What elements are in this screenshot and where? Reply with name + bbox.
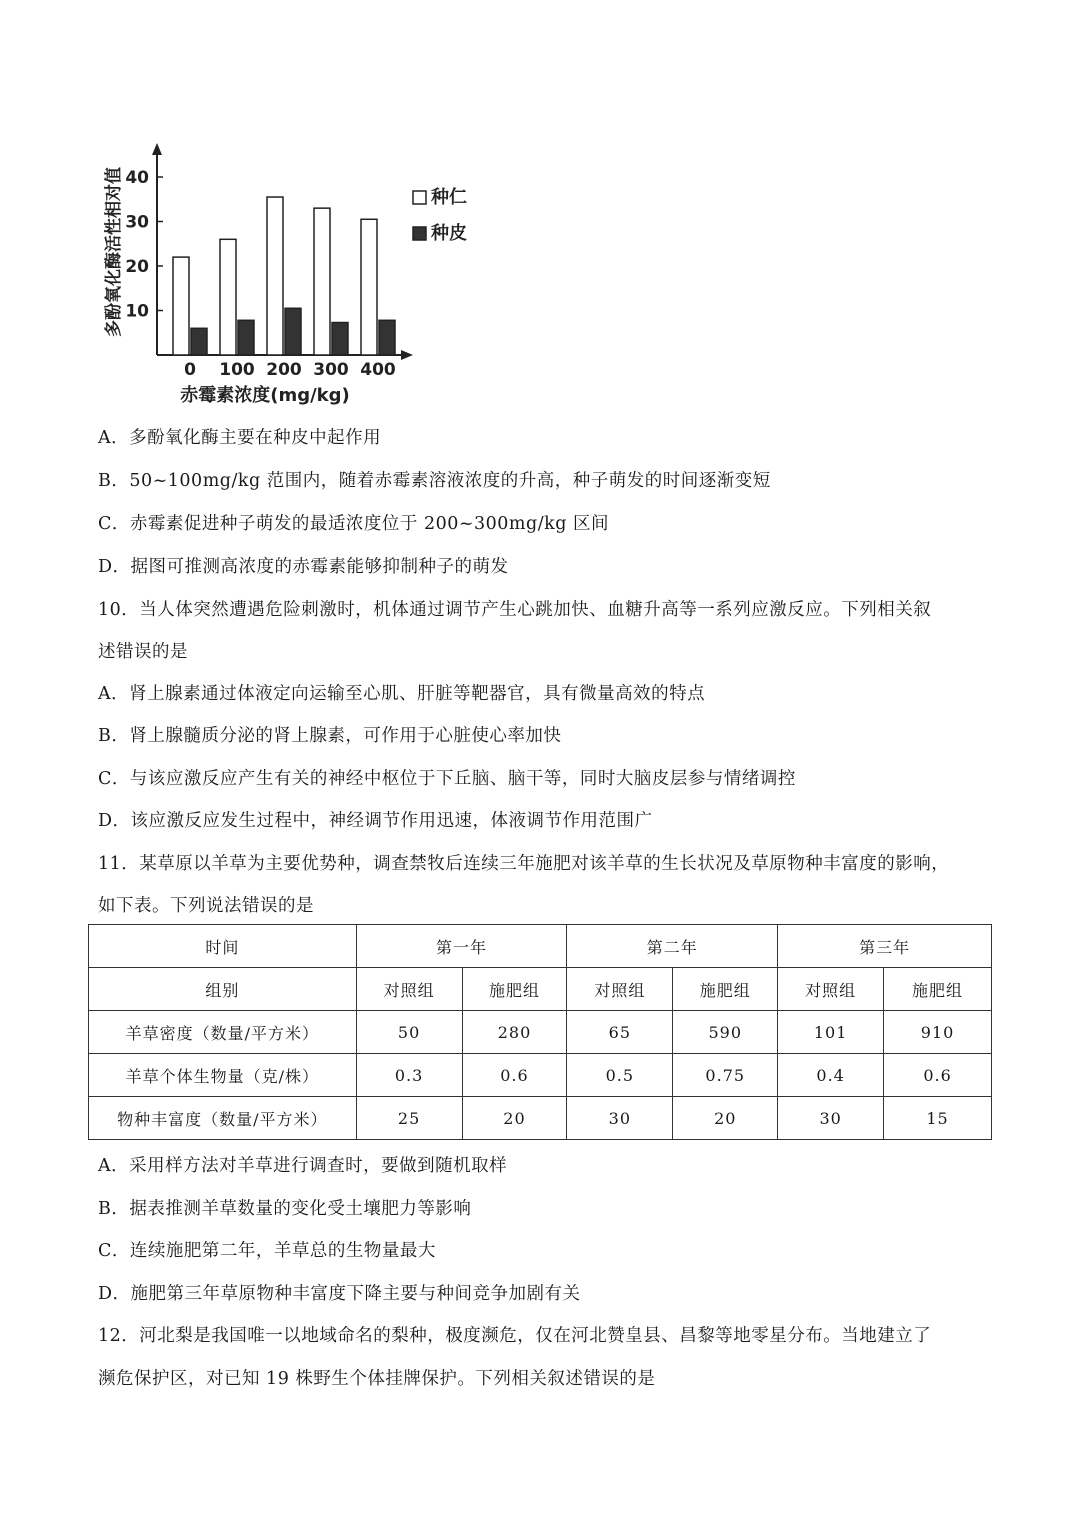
- x-tick-label: 300: [313, 360, 349, 380]
- table-cell: 0.4: [778, 1054, 884, 1097]
- table-cell: 0.6: [462, 1054, 567, 1097]
- table-header-group-cell: 对照组: [778, 968, 884, 1011]
- bar-seedcoat: [379, 320, 395, 355]
- q10-stem-line2: 述错误的是: [98, 642, 188, 662]
- bar-kernel: [361, 219, 377, 355]
- q12-stem-line1: 12．河北梨是我国唯一以地域命名的梨种，极度濒危，仅在河北赞皇县、昌黎等地零星分布。当地建立了: [98, 1326, 932, 1346]
- table-cell: 280: [462, 1011, 567, 1054]
- table-cell: 910: [884, 1011, 992, 1054]
- bar-kernel: [173, 257, 189, 355]
- table-row-label: 羊草密度（数量/平方米）: [89, 1011, 357, 1054]
- legend-label: 种仁: [431, 187, 467, 208]
- legend-label: 种皮: [431, 223, 467, 244]
- x-tick-label: 400: [360, 360, 396, 380]
- table-row: [89, 1054, 992, 1097]
- table-cell: 101: [778, 1011, 884, 1054]
- bar-seedcoat: [332, 323, 348, 355]
- bar-seedcoat: [238, 320, 254, 355]
- table-cell: 20: [673, 1097, 778, 1140]
- q9-option-a: A．多酚氧化酶主要在种皮中起作用: [98, 428, 382, 448]
- q10-option-b: B．肾上腺髓质分泌的肾上腺素，可作用于心脏使心率加快: [98, 726, 562, 746]
- q11-option-d: D．施肥第三年草原物种丰富度下降主要与种间竞争加剧有关: [98, 1284, 581, 1304]
- y-tick-label: 30: [125, 212, 149, 233]
- table-cell: 0.5: [567, 1054, 673, 1097]
- legend-swatch: [413, 191, 426, 204]
- chart-legend: [413, 186, 467, 244]
- table-header-group: 组别: [89, 968, 357, 1011]
- y-tick-label: 40: [125, 168, 149, 188]
- q10-stem-line1: 10．当人体突然遭遇危险刺激时，机体通过调节产生心跳加快、血糖升高等一系列应激反应。下列相关叙: [98, 600, 932, 620]
- q11-option-c: C．连续施肥第二年，羊草总的生物量最大: [98, 1241, 436, 1261]
- q10-option-c: C．与该应激反应产生有关的神经中枢位于下丘脑、脑干等，同时大脑皮层参与情绪调控: [98, 769, 796, 789]
- table-header-group-cell: 对照组: [567, 968, 673, 1011]
- q11-stem-line1: 11．某草原以羊草为主要优势种，调查禁牧后连续三年施肥对该羊草的生长状况及草原物种丰富度的影响，: [98, 854, 950, 874]
- table-header-group-cell: 施肥组: [673, 968, 778, 1011]
- q11-option-b: B．据表推测羊草数量的变化受土壤肥力等影响: [98, 1199, 472, 1219]
- q11-stem-line2: 如下表。下列说法错误的是: [98, 896, 314, 916]
- q9-option-d: D．据图可推测高浓度的赤霉素能够抑制种子的萌发: [98, 557, 509, 577]
- bar-kernel: [220, 239, 236, 355]
- table-cell: 65: [567, 1011, 673, 1054]
- table-cell: 50: [356, 1011, 462, 1054]
- q12-stem-line2: 濒危保护区，对已知 19 株野生个体挂牌保护。下列相关叙述错误的是: [98, 1369, 656, 1389]
- x-tick-label: 200: [266, 360, 302, 380]
- table-cell: 590: [673, 1011, 778, 1054]
- q10-option-a: A．肾上腺素通过体液定向运输至心肌、肝脏等靶器官，具有微量高效的特点: [98, 684, 706, 704]
- chart-ticks: [125, 168, 396, 380]
- data-table: [88, 924, 992, 1140]
- table-cell: 25: [356, 1097, 462, 1140]
- bar-seedcoat: [285, 308, 301, 355]
- table-header-year: 第二年: [567, 925, 778, 968]
- legend-swatch: [413, 227, 426, 240]
- table-cell: 15: [884, 1097, 992, 1140]
- chart-y-axis-label: 多酚氧化酶活性相对值: [104, 167, 124, 337]
- q11-option-a: A．采用样方法对羊草进行调查时，要做到随机取样: [98, 1156, 508, 1176]
- bar-chart: [95, 135, 495, 415]
- table-row: [89, 1097, 992, 1140]
- table-cell: 30: [567, 1097, 673, 1140]
- y-axis-arrow: [152, 143, 162, 155]
- bar-seedcoat: [191, 328, 207, 355]
- table-cell: 0.3: [356, 1054, 462, 1097]
- table-cell: 0.75: [673, 1054, 778, 1097]
- table-row-label: 羊草个体生物量（克/株）: [89, 1054, 357, 1097]
- y-tick-label: 10: [125, 301, 149, 322]
- q10-option-d: D．该应激反应发生过程中，神经调节作用迅速，体液调节作用范围广: [98, 811, 653, 831]
- table-header-row-group: [89, 968, 992, 1011]
- table-header-group-cell: 对照组: [356, 968, 462, 1011]
- table-cell: 0.6: [884, 1054, 992, 1097]
- table-header-group-cell: 施肥组: [462, 968, 567, 1011]
- x-axis-arrow: [401, 350, 413, 360]
- table-row: [89, 1011, 992, 1054]
- table-header-row-time: [89, 925, 992, 968]
- chart-svg: [95, 135, 495, 415]
- table-cell: 20: [462, 1097, 567, 1140]
- table-header-group-cell: 施肥组: [884, 968, 992, 1011]
- table-header-year: 第三年: [778, 925, 992, 968]
- chart-x-axis-label: 赤霉素浓度(mg/kg): [180, 385, 350, 406]
- table-header-year: 第一年: [356, 925, 567, 968]
- x-tick-label: 0: [184, 360, 196, 380]
- chart-bars: [173, 197, 395, 355]
- q9-option-b: B．50~100mg/kg 范围内，随着赤霉素溶液浓度的升高，种子萌发的时间逐渐变短: [98, 471, 771, 491]
- table-header-time: 时间: [89, 925, 357, 968]
- bar-kernel: [314, 208, 330, 355]
- x-tick-label: 100: [219, 360, 255, 380]
- table-cell: 30: [778, 1097, 884, 1140]
- q9-option-c: C．赤霉素促进种子萌发的最适浓度位于 200~300mg/kg 区间: [98, 514, 609, 534]
- bar-kernel: [267, 197, 283, 355]
- y-tick-label: 20: [125, 257, 149, 277]
- table-row-label: 物种丰富度（数量/平方米）: [89, 1097, 357, 1140]
